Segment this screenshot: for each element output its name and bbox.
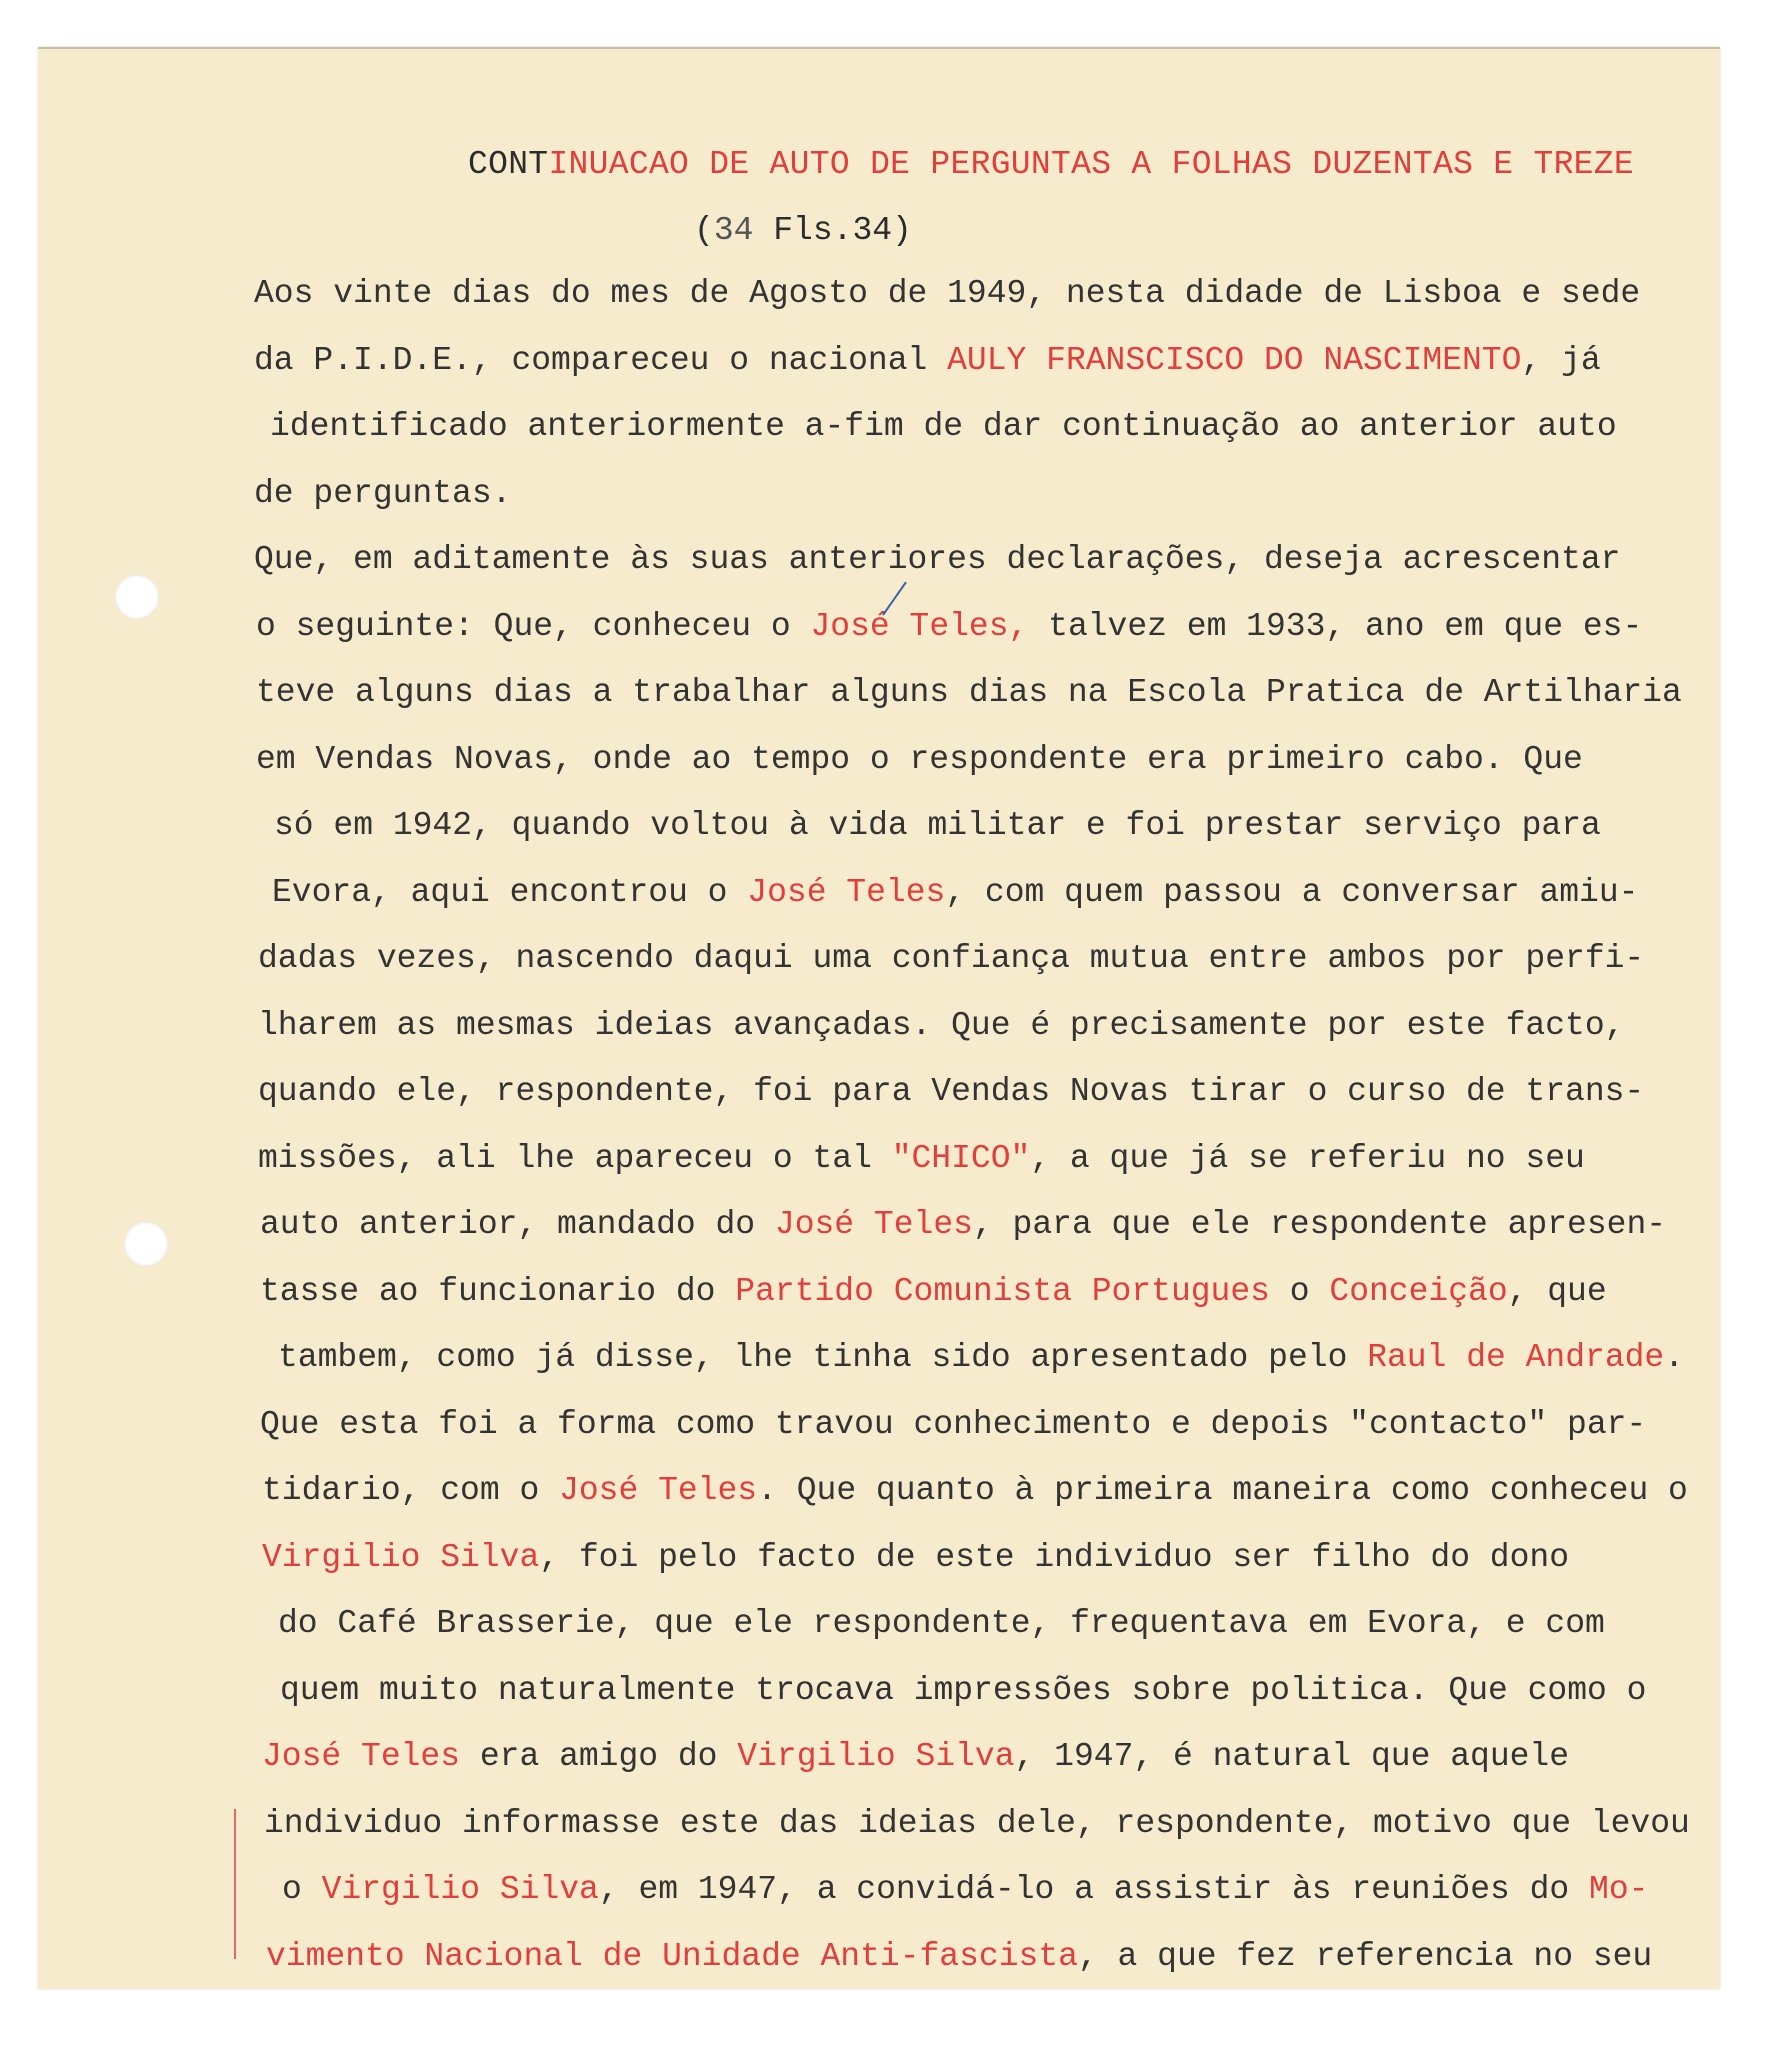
document-page <box>38 47 1720 1989</box>
line-text: identificado anteriormente a-fim de dar continuação ao anterior auto <box>270 408 1617 445</box>
line-text: o <box>1269 1272 1330 1310</box>
body-line <box>262 1471 1688 1511</box>
body-line <box>258 1006 1624 1046</box>
line-text: auto anterior, mandado do <box>260 1206 775 1243</box>
highlighted-name: Virgilio Silva <box>737 1738 1015 1775</box>
body-line <box>262 1737 1569 1777</box>
line-text: , com quem passou a conversar amiu- <box>945 873 1639 911</box>
line-text: tasse ao funcionario do <box>260 1272 736 1310</box>
line-text: lharem as mesmas ideias avançadas. Que é precisamente por este facto, <box>258 1006 1625 1044</box>
punch-hole-bottom <box>124 1222 168 1266</box>
highlighted-name: Partido Comunista Portugues <box>735 1272 1270 1310</box>
line-text: da P.I.D.E., compareceu o nacional <box>254 341 948 379</box>
line-text: só em 1942, quando voltou à vida militar e foi prestar serviço para <box>274 807 1601 844</box>
body-line <box>260 1405 1646 1445</box>
line-text: , já <box>1521 341 1601 379</box>
line-text: , foi pelo facto de este individuo ser filho do dono <box>539 1538 1570 1576</box>
line-text: individuo informasse este das ideias dele, respondente, motivo que levou <box>264 1804 1690 1842</box>
line-text: Que, em aditamente às suas anteriores declarações, deseja acrescentar <box>254 541 1621 578</box>
line-text: teve alguns dias a trabalhar alguns dias na Escola Pratica de Artilharia <box>256 674 1682 711</box>
line-text: , para que ele respondente apresen- <box>972 1206 1667 1243</box>
line-text: de perguntas. <box>254 474 512 512</box>
body-line <box>256 740 1583 780</box>
body-line <box>254 341 1601 381</box>
title-rest: INUACAO DE AUTO DE PERGUNTAS A FOLHAS DUZENTAS E TREZE <box>548 146 1634 183</box>
body-line <box>278 1604 1605 1644</box>
line-text: , a que fez referencia no seu <box>1077 1937 1653 1975</box>
margin-line <box>234 1809 236 1959</box>
highlighted-name: José Teles <box>262 1738 461 1775</box>
line-text: dadas vezes, nascendo daqui uma confiança mutua entre ambos por perfi- <box>258 940 1645 977</box>
body-line <box>256 607 1642 647</box>
line-text: tambem, como já disse, lhe tinha sido apresentado pelo <box>278 1339 1368 1376</box>
body-line <box>266 1937 1652 1977</box>
line-text: tidario, com o <box>262 1472 560 1509</box>
body-line <box>282 1870 1648 1910</box>
line-text: Que esta foi a forma como travou conhecimento e depois "contacto" par- <box>260 1405 1647 1443</box>
body-line <box>274 806 1601 846</box>
document-title <box>468 146 1634 183</box>
line-text: talvez em 1933, ano em que es- <box>1028 607 1643 645</box>
line-text: quando ele, respondente, foi para Vendas Novas tirar o curso de trans- <box>258 1073 1645 1110</box>
body-line <box>270 407 1617 447</box>
highlighted-name: Virgilio Silva <box>321 1871 599 1908</box>
highlighted-name: AULY FRANSCISCO DO NASCIMENTO <box>947 341 1522 379</box>
folio-text: Fls.34) <box>753 212 912 249</box>
line-text: em Vendas Novas, onde ao tempo o respondente era primeiro cabo. Que <box>256 740 1583 778</box>
body-line <box>280 1671 1646 1711</box>
title-prefix: CONT <box>468 146 549 183</box>
body-line <box>254 474 511 514</box>
highlighted-name: José Teles <box>559 1472 758 1509</box>
highlighted-name: José Teles, <box>810 607 1029 645</box>
body-line <box>256 673 1682 713</box>
line-text: o <box>282 1871 322 1908</box>
line-text: do Café Brasserie, que ele respondente, frequentava em Evora, e com <box>278 1605 1605 1642</box>
highlighted-name: Raul de Andrade <box>1367 1339 1665 1376</box>
line-text: . Que quanto à primeira maneira como conheceu o <box>757 1472 1688 1509</box>
line-text: Aos vinte dias do mes de Agosto de 1949, nesta didade de Lisboa e sede <box>254 275 1641 312</box>
highlighted-name: "CHICO" <box>891 1139 1031 1177</box>
line-text: , que <box>1507 1272 1607 1310</box>
body-line <box>258 939 1644 979</box>
punch-hole-top <box>115 575 159 619</box>
body-line <box>278 1338 1684 1378</box>
highlighted-name: vimento Nacional de Unidade Anti-fascista <box>266 1937 1078 1975</box>
line-text: era amigo do <box>460 1738 738 1775</box>
body-line <box>258 1139 1585 1179</box>
line-text: missões, ali lhe apareceu o tal <box>258 1139 892 1177</box>
body-line <box>258 1072 1644 1112</box>
highlighted-name: Conceição <box>1329 1272 1508 1310</box>
line-text: . <box>1664 1339 1685 1376</box>
folio-struck: 34 <box>713 212 754 249</box>
body-line <box>262 1538 1569 1578</box>
folio-number <box>694 212 912 249</box>
body-line <box>264 1804 1690 1844</box>
line-text: , a que já se referiu no seu <box>1030 1139 1585 1177</box>
highlighted-name: Virgilio Silva <box>262 1538 540 1576</box>
body-line <box>272 873 1638 913</box>
line-text: quem muito naturalmente trocava impressões sobre politica. Que como o <box>280 1671 1647 1709</box>
highlighted-name: José Teles <box>747 873 946 911</box>
body-line <box>260 1205 1666 1245</box>
body-line <box>254 540 1620 580</box>
line-text: , 1947, é natural que aquele <box>1014 1738 1570 1775</box>
folio-open: ( <box>694 212 714 249</box>
line-text: , em 1947, a convidá-lo a assistir às reuniões do <box>598 1871 1590 1908</box>
line-text: Evora, aqui encontrou o <box>272 873 748 911</box>
line-text: o seguinte: Que, conheceu o <box>256 607 811 645</box>
highlighted-name: José Teles <box>774 1206 973 1243</box>
body-line <box>254 274 1640 314</box>
body-line <box>260 1272 1607 1312</box>
highlighted-name: Mo- <box>1589 1871 1649 1908</box>
